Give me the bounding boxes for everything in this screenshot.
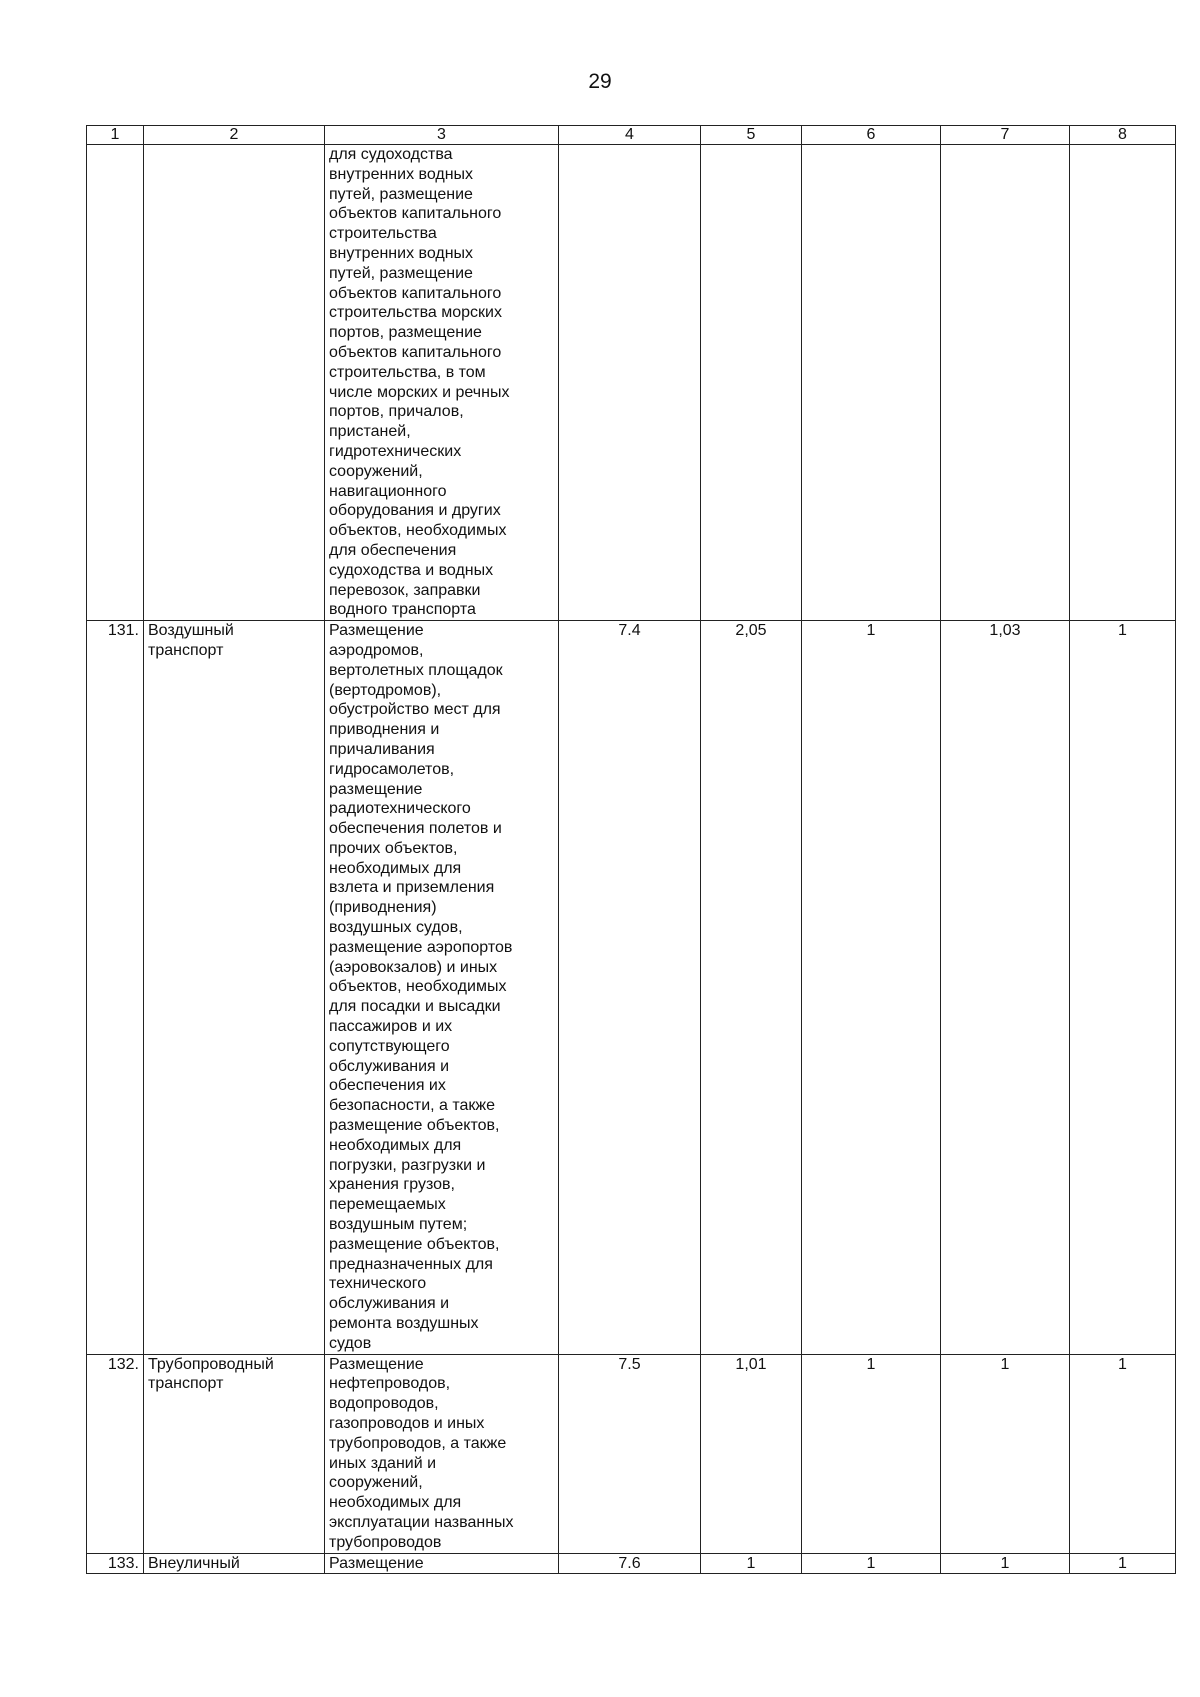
row-description: Размещение bbox=[325, 1553, 559, 1574]
row-value-6: 1 bbox=[802, 1354, 941, 1553]
column-header-5: 5 bbox=[701, 126, 802, 145]
row-value-7: 1 bbox=[941, 1553, 1070, 1574]
row-description: Размещение нефтепроводов, водопроводов, газопроводов и иных трубопроводов, а также иных зданий и сооружений, необходимых для эксплуатации названных трубопроводов bbox=[325, 1354, 559, 1553]
row-code bbox=[559, 145, 701, 621]
header-row bbox=[87, 126, 1176, 145]
row-description: для судоходства внутренних водных путей, размещение объектов капитального строительства внутренних водных путей, размещение объектов капитального строительства морских портов, размещение объектов капитального строительства, в том числе морских и речных портов, причалов, пристаней, гидротехнических сооружений, навигационного оборудования и других объектов, необходимых для обеспечения судоходства и водных перевозок, заправки водного транспорта bbox=[325, 145, 559, 621]
column-header-2: 2 bbox=[144, 126, 325, 145]
table-row bbox=[87, 621, 1176, 1354]
row-code: 7.4 bbox=[559, 621, 701, 1354]
row-code: 7.5 bbox=[559, 1354, 701, 1553]
table-row bbox=[87, 1553, 1176, 1574]
row-value-5 bbox=[701, 145, 802, 621]
column-header-7: 7 bbox=[941, 126, 1070, 145]
row-value-6: 1 bbox=[802, 621, 941, 1354]
row-value-7: 1 bbox=[941, 1354, 1070, 1553]
row-number bbox=[87, 145, 144, 621]
column-header-4: 4 bbox=[559, 126, 701, 145]
row-value-8: 1 bbox=[1070, 1354, 1176, 1553]
table-row bbox=[87, 1354, 1176, 1553]
row-value-7 bbox=[941, 145, 1070, 621]
column-header-8: 8 bbox=[1070, 126, 1176, 145]
column-header-3: 3 bbox=[325, 126, 559, 145]
row-value-8 bbox=[1070, 145, 1176, 621]
row-description: Размещение аэродромов, вертолетных площадок (вертодромов), обустройство мест для приводнения и причаливания гидросамолетов, размещение радиотехнического обеспечения полетов и прочих объектов, необходимых для взлета и приземления (приводнения) воздушных судов, размещение аэропортов (аэровокзалов) и иных объектов, необходимых для посадки и высадки пассажиров и их сопутствующего обслуживания и обеспечения их безопасности, а также размещение объектов, необходимых для погрузки, разгрузки и хранения грузов, перемещаемых воздушным путем; размещение объектов, предназначенных для технического обслуживания и ремонта воздушных судов bbox=[325, 621, 559, 1354]
column-header-1: 1 bbox=[87, 126, 144, 145]
row-value-6: 1 bbox=[802, 1553, 941, 1574]
row-value-5: 1,01 bbox=[701, 1354, 802, 1553]
row-name: Внеуличный bbox=[144, 1553, 325, 1574]
row-value-5: 1 bbox=[701, 1553, 802, 1574]
row-name: Воздушный транспорт bbox=[144, 621, 325, 1354]
row-code: 7.6 bbox=[559, 1553, 701, 1574]
row-number: 131. bbox=[87, 621, 144, 1354]
row-value-7: 1,03 bbox=[941, 621, 1070, 1354]
row-value-5: 2,05 bbox=[701, 621, 802, 1354]
column-header-6: 6 bbox=[802, 126, 941, 145]
page-number: 29 bbox=[588, 70, 612, 93]
data-table bbox=[86, 125, 1176, 1574]
row-number: 132. bbox=[87, 1354, 144, 1553]
row-name: Трубопроводный транспорт bbox=[144, 1354, 325, 1553]
row-value-6 bbox=[802, 145, 941, 621]
row-name bbox=[144, 145, 325, 621]
row-value-8: 1 bbox=[1070, 621, 1176, 1354]
table-row bbox=[87, 145, 1176, 621]
row-number: 133. bbox=[87, 1553, 144, 1574]
row-value-8: 1 bbox=[1070, 1553, 1176, 1574]
